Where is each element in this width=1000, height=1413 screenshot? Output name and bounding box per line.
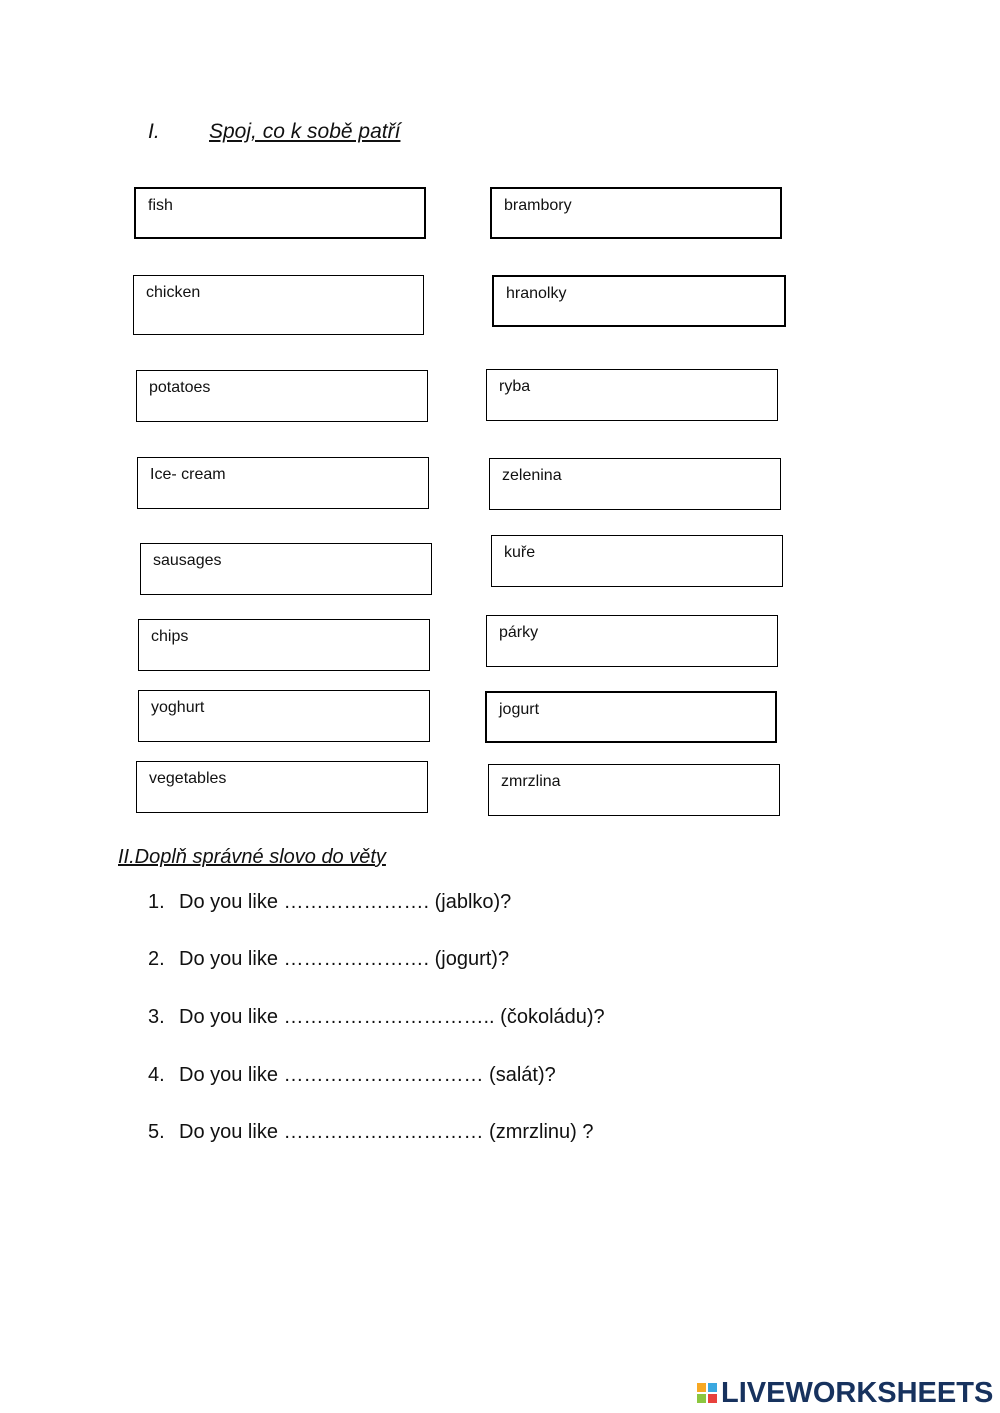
question-text: Do you like ………………………… (salát)? — [179, 1064, 556, 1086]
logo-square — [708, 1394, 717, 1403]
question-5[interactable] — [148, 1121, 594, 1144]
right-box-label: párky — [499, 624, 539, 641]
right-box-hranolky[interactable] — [492, 275, 786, 327]
question-number: 2. — [148, 948, 165, 970]
question-text: Do you like ………………………… (zmrzlinu) ? — [179, 1121, 594, 1143]
logo-square — [697, 1394, 706, 1403]
question-number: 5. — [148, 1121, 165, 1143]
question-number: 3. — [148, 1006, 165, 1028]
question-4[interactable] — [148, 1064, 556, 1087]
left-box-yoghurt[interactable] — [138, 690, 430, 742]
left-box-potatoes[interactable] — [136, 370, 428, 422]
right-box-kure[interactable] — [491, 535, 783, 587]
question-1[interactable] — [148, 891, 511, 914]
right-box-parky[interactable] — [486, 615, 778, 667]
right-box-jogurt[interactable] — [485, 691, 777, 743]
question-text: Do you like …………………. (jogurt)? — [179, 948, 510, 970]
left-box-vegetables[interactable] — [136, 761, 428, 813]
left-box-label: vegetables — [149, 770, 227, 787]
left-box-label: potatoes — [149, 379, 211, 396]
right-box-label: ryba — [499, 378, 531, 395]
left-box-label: chicken — [146, 284, 201, 301]
left-box-label: fish — [148, 197, 173, 214]
question-text: Do you like ………………………….. (čokoládu)? — [179, 1006, 605, 1028]
right-box-label: zelenina — [502, 467, 562, 484]
right-box-brambory[interactable] — [490, 187, 782, 239]
section1-number: I. — [148, 120, 160, 143]
question-3[interactable] — [148, 1006, 605, 1029]
left-box-chicken[interactable] — [133, 275, 424, 335]
right-box-zmrzlina[interactable] — [488, 764, 780, 816]
right-box-ryba[interactable] — [486, 369, 778, 421]
section1-title: Spoj, co k sobě patří — [209, 120, 401, 143]
logo-square — [708, 1383, 717, 1392]
right-box-label: hranolky — [506, 285, 567, 302]
logo-square — [697, 1383, 706, 1392]
left-box-ice-cream[interactable] — [137, 457, 429, 509]
right-box-label: brambory — [504, 197, 572, 214]
left-box-label: yoghurt — [151, 699, 205, 716]
left-box-sausages[interactable] — [140, 543, 432, 595]
right-box-label: jogurt — [499, 701, 540, 718]
right-box-zelenina[interactable] — [489, 458, 781, 510]
section2-title: II.Doplň správné slovo do věty — [118, 846, 386, 868]
left-box-fish[interactable] — [134, 187, 426, 239]
question-text: Do you like …………………. (jablko)? — [179, 891, 512, 913]
left-box-label: Ice- cream — [150, 466, 226, 483]
question-number: 4. — [148, 1064, 165, 1086]
left-box-label: sausages — [153, 552, 222, 569]
right-box-label: kuře — [504, 544, 536, 561]
logo-text: LIVEWORKSHEETS — [721, 1376, 994, 1409]
right-box-label: zmrzlina — [501, 773, 561, 790]
liveworksheets-logo-icon — [697, 1383, 717, 1403]
liveworksheets-logo — [697, 1376, 993, 1410]
left-box-chips[interactable] — [138, 619, 430, 671]
question-2[interactable] — [148, 948, 509, 971]
question-number: 1. — [148, 891, 165, 913]
left-box-label: chips — [151, 628, 189, 645]
